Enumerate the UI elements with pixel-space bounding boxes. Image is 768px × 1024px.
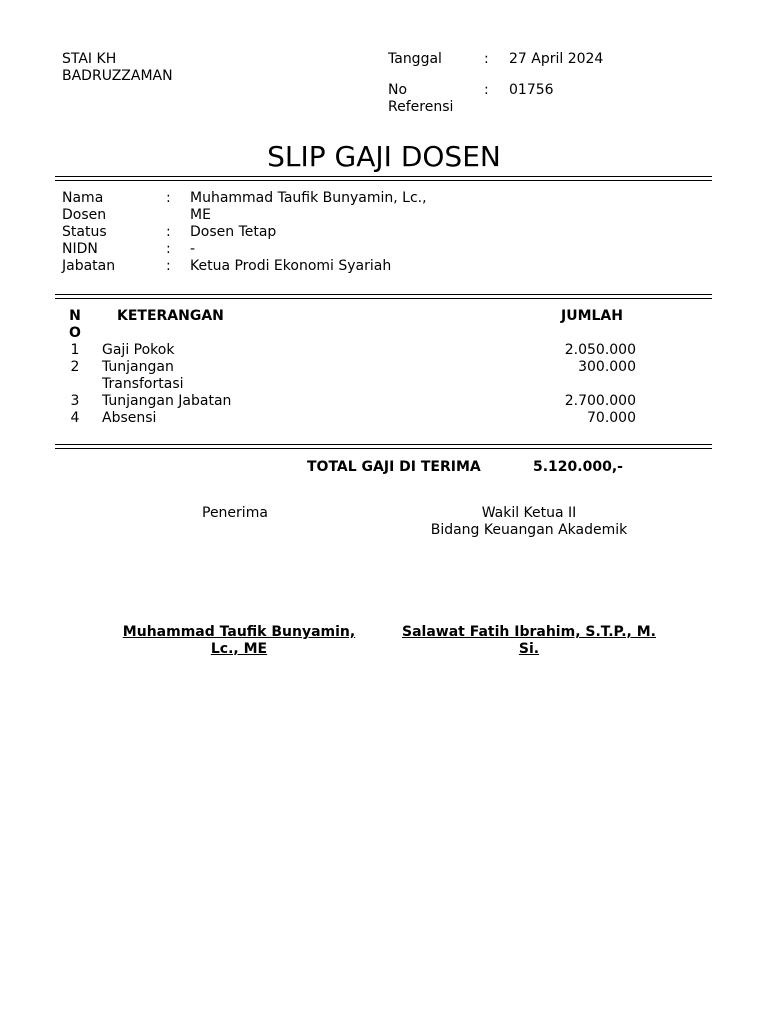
row-description: Absensi (102, 410, 157, 426)
info-separator: : (166, 190, 171, 206)
official-role (398, 505, 660, 539)
official-name: Salawat Fatih Ibrahim, S.T.P., M. Si. (402, 624, 656, 657)
column-header-no: NO (69, 308, 81, 341)
table-top-divider (55, 294, 712, 299)
info-value: - (190, 241, 196, 257)
date-label: Tanggal (388, 51, 442, 67)
recipient-role: Penerima (202, 505, 268, 521)
info-label: Status (62, 224, 107, 240)
page-title: SLIP GAJI DOSEN (267, 140, 501, 173)
row-amount: 2.050.000 (564, 342, 636, 358)
info-value: Muhammad Taufik Bunyamin, Lc., ME (190, 190, 427, 223)
info-label: Nama Dosen (62, 190, 107, 223)
row-amount: 2.700.000 (564, 393, 636, 409)
info-separator: : (166, 258, 171, 274)
info-label: Jabatan (62, 258, 116, 274)
reference-separator: : (484, 82, 489, 98)
total-label: TOTAL GAJI DI TERIMA (307, 459, 481, 475)
reference-label: No Referensi (388, 82, 454, 115)
official-role-line1: Wakil Ketua II (481, 505, 577, 521)
column-header-amount: JUMLAH (561, 308, 623, 324)
info-label: NIDN (62, 241, 98, 257)
info-separator: : (166, 224, 171, 240)
row-amount: 70.000 (587, 410, 636, 426)
row-description: Gaji Pokok (102, 342, 175, 358)
info-separator: : (166, 241, 171, 257)
row-number: 2 (70, 359, 80, 375)
row-number: 4 (70, 410, 80, 426)
total-value: 5.120.000,- (533, 459, 623, 475)
column-header-description: KETERANGAN (117, 308, 224, 324)
reference-value: 01756 (509, 82, 554, 98)
title-divider (55, 176, 712, 181)
official-role-line2: Bidang Keuangan Akademik (430, 522, 628, 538)
row-number: 3 (70, 393, 80, 409)
row-amount: 300.000 (578, 359, 636, 375)
date-separator: : (484, 51, 489, 67)
date-value: 27 April 2024 (509, 51, 604, 67)
institution-name: STAI KH BADRUZZAMAN (62, 51, 173, 84)
recipient-name: Muhammad Taufik Bunyamin, Lc., ME (122, 624, 356, 657)
table-bottom-divider (55, 444, 712, 449)
row-description: Tunjangan Jabatan (102, 393, 232, 409)
info-value: Ketua Prodi Ekonomi Syariah (190, 258, 392, 274)
row-description: Tunjangan Transfortasi (102, 359, 184, 392)
row-number: 1 (70, 342, 80, 358)
info-value: Dosen Tetap (190, 224, 277, 240)
